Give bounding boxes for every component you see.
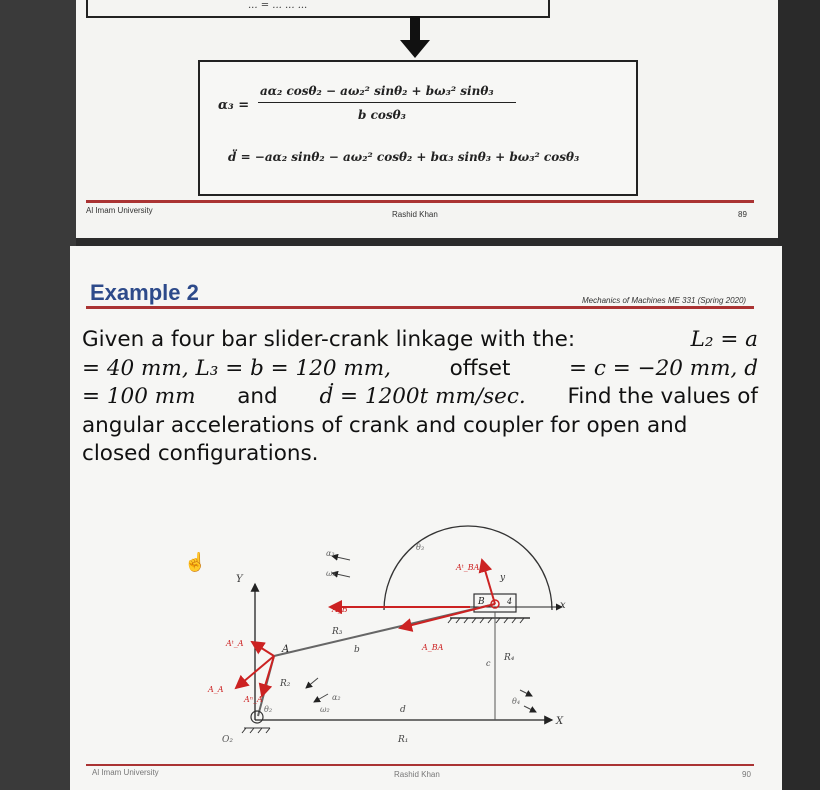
- alpha2-arrow: [314, 694, 328, 702]
- footer-center-2: Rashid Khan: [394, 770, 440, 779]
- problem-line-4: angular accelerations of crank and coupler for open and: [82, 412, 688, 438]
- alpha3-denominator: b cosθ₃: [358, 108, 406, 122]
- label-aa: A_A: [208, 685, 224, 694]
- label-r2: R₂: [280, 679, 291, 689]
- label-a: A: [282, 644, 290, 655]
- label-x-top: x: [560, 600, 566, 611]
- problem-line-3: = 100 mm and ḋ = 1200t mm/sec. Find the values of: [82, 384, 758, 409]
- label-d: d: [400, 705, 406, 715]
- pivot-o2: [251, 711, 263, 723]
- problem-line-1: Given a four bar slider-crank linkage with the: L₂ = a: [82, 327, 758, 352]
- label-x-bottom: X: [556, 716, 564, 727]
- label-alpha3: α₃: [326, 549, 335, 558]
- label-block: 4: [507, 597, 513, 606]
- cutoff-equation: ... = ... ... ...: [248, 0, 308, 11]
- problem-line-2: = 40 mm, L₃ = b = 120 mm, offset = c = −20 mm, d: [82, 355, 758, 381]
- pivot-ground: [242, 728, 270, 733]
- label-aa-n: Aⁿ_A: [244, 695, 263, 704]
- slide-title: Example 2: [90, 280, 199, 305]
- course-label: Mechanics of Machines ME 331 (Spring 2020): [582, 296, 747, 305]
- label-r4: R₄: [504, 653, 515, 663]
- alpha3-lhs: α₃ =: [218, 98, 250, 113]
- label-alpha2: α₂: [332, 693, 341, 702]
- label-y-top: Y: [236, 574, 243, 585]
- footer-left-2: Al Imam University: [92, 768, 159, 777]
- label-r1: R₁: [398, 735, 409, 745]
- label-ab: A_B: [332, 605, 348, 614]
- page-number-2: 90: [742, 770, 751, 779]
- footer-left: Al Imam University: [86, 206, 153, 215]
- label-b-length: b: [354, 645, 360, 655]
- label-c: c: [486, 659, 491, 668]
- d-ddot-equation: d̈ = −aα₂ sinθ₂ − aω₂² cosθ₂ + bα₃ sinθ₃ + bω₃² cosθ₃: [228, 150, 580, 164]
- label-y-small: y: [500, 573, 506, 583]
- label-aba: A_BA: [422, 643, 444, 652]
- footer-center: Rashid Khan: [392, 210, 438, 219]
- label-o2: O₂: [222, 735, 233, 745]
- alpha3-numerator: aα₂ cosθ₂ − aω₂² sinθ₂ + bω₃² sinθ₃: [260, 84, 494, 98]
- label-theta4: θ₄: [512, 697, 521, 706]
- problem-line-5: closed configurations.: [82, 441, 319, 466]
- page-number: 89: [738, 210, 747, 219]
- label-theta3: θ₃: [416, 543, 425, 552]
- label-r3: R₃: [332, 627, 343, 637]
- label-aba-t: Aᵗ_BA: [456, 563, 480, 572]
- label-theta2: θ₂: [264, 705, 273, 714]
- alpha3-arrow: [332, 556, 350, 560]
- label-omega3: ω₃: [326, 569, 336, 578]
- omega2-arrow: [306, 678, 318, 688]
- label-b: B: [478, 597, 485, 607]
- label-aa-t: Aᵗ_A: [226, 639, 244, 648]
- hand-cursor-icon: ☝: [184, 552, 207, 572]
- omega4-arrow: [524, 706, 536, 712]
- theta4-arrow: [520, 690, 532, 696]
- label-omega2: ω₂: [320, 705, 330, 714]
- footer-rule-2: [86, 764, 754, 766]
